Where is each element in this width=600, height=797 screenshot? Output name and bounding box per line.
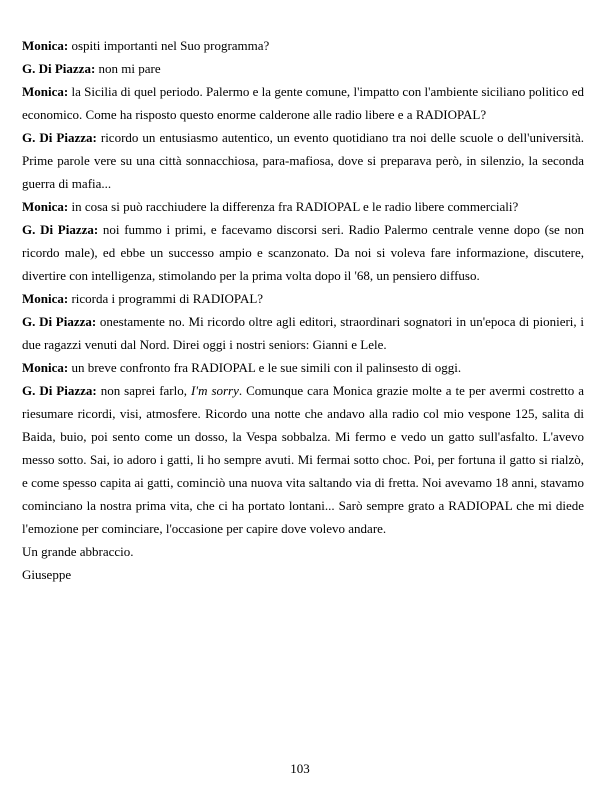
line-text: onestamente no. Mi ricordo oltre agli editori, straordinari sognatori in un'epoca di pionieri, i due ragazzi venuti dal Nord. Direi oggi i nostri seniors: Gianni e Lele. [22,314,584,352]
speaker-label: Monica: [22,84,69,99]
dialogue-line-dipiazza-3 [22,218,584,287]
line-text: un breve confronto fra RADIOPAL e le sue simili con il palinsesto di oggi. [68,360,462,375]
line-text: non mi pare [95,61,161,76]
line-text: in cosa si può racchiudere la differenza fra RADIOPAL e le radio libere commerciali? [68,199,519,214]
speaker-label: G. Di Piazza: [22,314,97,329]
closing-signature: Giuseppe [22,567,72,582]
speaker-label: Monica: [22,360,69,375]
line-text: ospiti importanti nel Suo programma? [68,38,270,53]
dialogue-line-dipiazza-5 [22,379,584,540]
page-number: 103 [290,761,310,776]
dialogue-line-monica-3 [22,195,584,218]
speaker-label: Monica: [22,291,69,306]
dialogue-line-dipiazza-2 [22,126,584,195]
speaker-label: Monica: [22,199,69,214]
dialogue-line-monica-2 [22,80,584,126]
speaker-label: Monica: [22,38,69,53]
dialogue-line-monica-5 [22,356,584,379]
line-text-lead: non saprei farlo, [96,383,191,398]
speaker-label: G. Di Piazza: [22,222,99,237]
line-text: ricorda i programmi di RADIOPAL? [68,291,264,306]
closing-farewell: Un grande abbraccio. [22,544,134,559]
line-text: la Sicilia di quel periodo. Palermo e la gente comune, l'impatto con l'ambiente siciliano politico ed economico. Come ha risposto questo enorme calderone alle radio libere e a RADIOPAL? [22,84,584,122]
speaker-label: G. Di Piazza: [22,383,97,398]
dialogue-line-monica-1 [22,34,584,57]
dialogue-line-dipiazza-4 [22,310,584,356]
dialogue-line-dipiazza-1 [22,57,584,80]
line-text-emphasis: I'm sorry [190,383,239,398]
speaker-label: G. Di Piazza: [22,130,97,145]
line-text: noi fummo i primi, e facevamo discorsi seri. Radio Palermo centrale venne dopo (se non ricordo male), ed ebbe un successo ampio e scanzonato. Da noi si voleva fare informazione, discutere, divertire con intelligenza, stimolando per la prima volta dopo il '68, un pensiero diffuso. [22,222,584,283]
line-text: . Comunque cara Monica grazie molte a te per avermi costretto a riesumare ricordi, visi, atmosfere. Ricordo una notte che andavo alla radio col mio vespone 125, salita di Baida, buio, poi sento come un dosso, la Vespa sobbalza. Mi fermo e vedo un gatto sull'asfalto. L'avevo messo sotto. Sai, io adoro i gatti, li ho sempre avuti. Mi fermai sotto choc. Poi, per fortuna il gatto si rialzò, e come spesso capita ai gatti, cominciò una nuova vita saltando via di fretta. Noi avevamo 18 anni, stavamo cominciano la nostra prima vita, che ci ha portato lontani... Sarò sempre grato a RADIOPAL che mi diede l'emozione per cominciare, l'occasione per capire dove volevo andare. [22,383,584,536]
dialogue-line-monica-4 [22,287,584,310]
line-text: ricordo un entusiasmo autentico, un evento quotidiano tra noi delle scuole o dell'università. Prime parole vere su una città sonnacchiosa, para-mafiosa, dove si preparava però, in silenzio, la seconda guerra di mafia... [22,130,584,191]
page-body [22,34,584,586]
speaker-label: G. Di Piazza: [22,61,96,76]
